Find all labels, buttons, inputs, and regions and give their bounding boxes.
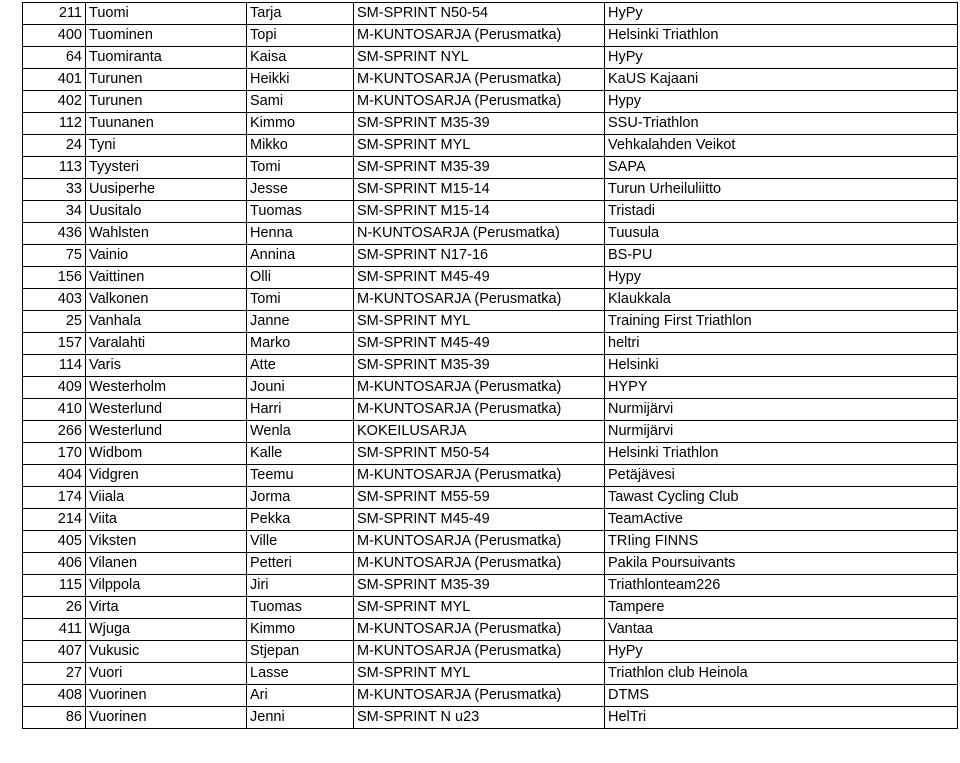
club-cell: Training First Triathlon — [605, 311, 958, 333]
club-cell: SAPA — [605, 157, 958, 179]
series-cell: SM-SPRINT N17-16 — [354, 245, 605, 267]
bib-number-cell: 113 — [23, 157, 86, 179]
club-cell: SSU-Triathlon — [605, 113, 958, 135]
bib-number-cell: 26 — [23, 597, 86, 619]
club-cell: Helsinki Triathlon — [605, 25, 958, 47]
series-cell: SM-SPRINT M55-59 — [354, 487, 605, 509]
last-name-cell: Tyysteri — [86, 157, 247, 179]
table-row — [23, 91, 958, 113]
bib-number-cell: 156 — [23, 267, 86, 289]
first-name-cell: Tarja — [247, 3, 354, 25]
series-cell: SM-SPRINT M35-39 — [354, 157, 605, 179]
last-name-cell: Westerholm — [86, 377, 247, 399]
last-name-cell: Vuori — [86, 663, 247, 685]
last-name-cell: Vuorinen — [86, 707, 247, 729]
first-name-cell: Petteri — [247, 553, 354, 575]
last-name-cell: Wahlsten — [86, 223, 247, 245]
first-name-cell: Mikko — [247, 135, 354, 157]
bib-number-cell: 408 — [23, 685, 86, 707]
series-cell: M-KUNTOSARJA (Perusmatka) — [354, 685, 605, 707]
first-name-cell: Jorma — [247, 487, 354, 509]
table-row — [23, 201, 958, 223]
club-cell: DTMS — [605, 685, 958, 707]
club-cell: Hypy — [605, 267, 958, 289]
series-cell: SM-SPRINT M35-39 — [354, 575, 605, 597]
bib-number-cell: 24 — [23, 135, 86, 157]
club-cell: Hypy — [605, 91, 958, 113]
last-name-cell: Tuomiranta — [86, 47, 247, 69]
series-cell: M-KUNTOSARJA (Perusmatka) — [354, 377, 605, 399]
first-name-cell: Tuomas — [247, 597, 354, 619]
last-name-cell: Tuominen — [86, 25, 247, 47]
table-row — [23, 377, 958, 399]
series-cell: M-KUNTOSARJA (Perusmatka) — [354, 399, 605, 421]
last-name-cell: Wjuga — [86, 619, 247, 641]
table-row — [23, 663, 958, 685]
first-name-cell: Topi — [247, 25, 354, 47]
first-name-cell: Wenla — [247, 421, 354, 443]
first-name-cell: Jenni — [247, 707, 354, 729]
last-name-cell: Viksten — [86, 531, 247, 553]
table-row — [23, 135, 958, 157]
bib-number-cell: 170 — [23, 443, 86, 465]
first-name-cell: Tomi — [247, 157, 354, 179]
last-name-cell: Turunen — [86, 91, 247, 113]
table-row — [23, 69, 958, 91]
last-name-cell: Westerlund — [86, 399, 247, 421]
first-name-cell: Tuomas — [247, 201, 354, 223]
table-row — [23, 575, 958, 597]
last-name-cell: Vilanen — [86, 553, 247, 575]
first-name-cell: Jesse — [247, 179, 354, 201]
first-name-cell: Janne — [247, 311, 354, 333]
club-cell: HyPy — [605, 641, 958, 663]
series-cell: SM-SPRINT M15-14 — [354, 179, 605, 201]
club-cell: Tampere — [605, 597, 958, 619]
last-name-cell: Varalahti — [86, 333, 247, 355]
bib-number-cell: 411 — [23, 619, 86, 641]
bib-number-cell: 266 — [23, 421, 86, 443]
club-cell: TeamActive — [605, 509, 958, 531]
bib-number-cell: 407 — [23, 641, 86, 663]
table-row — [23, 113, 958, 135]
club-cell: BS-PU — [605, 245, 958, 267]
table-row — [23, 465, 958, 487]
club-cell: HyPy — [605, 47, 958, 69]
club-cell: KaUS Kajaani — [605, 69, 958, 91]
last-name-cell: Tuunanen — [86, 113, 247, 135]
first-name-cell: Kaisa — [247, 47, 354, 69]
table-row — [23, 25, 958, 47]
series-cell: KOKEILUSARJA — [354, 421, 605, 443]
first-name-cell: Annina — [247, 245, 354, 267]
first-name-cell: Harri — [247, 399, 354, 421]
table-row — [23, 597, 958, 619]
bib-number-cell: 436 — [23, 223, 86, 245]
table-row — [23, 685, 958, 707]
club-cell: HelTri — [605, 707, 958, 729]
participants-table — [22, 2, 958, 729]
club-cell: heltri — [605, 333, 958, 355]
first-name-cell: Kalle — [247, 443, 354, 465]
table-row — [23, 531, 958, 553]
first-name-cell: Tomi — [247, 289, 354, 311]
first-name-cell: Teemu — [247, 465, 354, 487]
last-name-cell: Uusitalo — [86, 201, 247, 223]
series-cell: M-KUNTOSARJA (Perusmatka) — [354, 25, 605, 47]
series-cell: M-KUNTOSARJA (Perusmatka) — [354, 69, 605, 91]
last-name-cell: Widbom — [86, 443, 247, 465]
series-cell: SM-SPRINT M45-49 — [354, 267, 605, 289]
table-row — [23, 355, 958, 377]
last-name-cell: Vidgren — [86, 465, 247, 487]
last-name-cell: Westerlund — [86, 421, 247, 443]
club-cell: Vantaa — [605, 619, 958, 641]
series-cell: SM-SPRINT MYL — [354, 597, 605, 619]
table-row — [23, 267, 958, 289]
table-row — [23, 487, 958, 509]
last-name-cell: Turunen — [86, 69, 247, 91]
last-name-cell: Vaittinen — [86, 267, 247, 289]
series-cell: SM-SPRINT M45-49 — [354, 509, 605, 531]
series-cell: M-KUNTOSARJA (Perusmatka) — [354, 641, 605, 663]
club-cell: TRIing FINNS — [605, 531, 958, 553]
first-name-cell: Jiri — [247, 575, 354, 597]
club-cell: Triathlonteam226 — [605, 575, 958, 597]
table-row — [23, 443, 958, 465]
club-cell: Pakila Poursuivants — [605, 553, 958, 575]
club-cell: HyPy — [605, 3, 958, 25]
club-cell: Turun Urheiluliitto — [605, 179, 958, 201]
series-cell: M-KUNTOSARJA (Perusmatka) — [354, 619, 605, 641]
last-name-cell: Vainio — [86, 245, 247, 267]
series-cell: SM-SPRINT M50-54 — [354, 443, 605, 465]
bib-number-cell: 33 — [23, 179, 86, 201]
series-cell: SM-SPRINT MYL — [354, 135, 605, 157]
table-row — [23, 641, 958, 663]
bib-number-cell: 34 — [23, 201, 86, 223]
series-cell: SM-SPRINT M35-39 — [354, 113, 605, 135]
first-name-cell: Lasse — [247, 663, 354, 685]
first-name-cell: Ville — [247, 531, 354, 553]
table-row — [23, 3, 958, 25]
bib-number-cell: 157 — [23, 333, 86, 355]
first-name-cell: Ari — [247, 685, 354, 707]
bib-number-cell: 404 — [23, 465, 86, 487]
series-cell: M-KUNTOSARJA (Perusmatka) — [354, 531, 605, 553]
first-name-cell: Atte — [247, 355, 354, 377]
last-name-cell: Tuomi — [86, 3, 247, 25]
bib-number-cell: 409 — [23, 377, 86, 399]
club-cell: Helsinki — [605, 355, 958, 377]
club-cell: Nurmijärvi — [605, 399, 958, 421]
series-cell: SM-SPRINT MYL — [354, 663, 605, 685]
first-name-cell: Kimmo — [247, 113, 354, 135]
table-row — [23, 245, 958, 267]
bib-number-cell: 402 — [23, 91, 86, 113]
bib-number-cell: 25 — [23, 311, 86, 333]
club-cell: Klaukkala — [605, 289, 958, 311]
last-name-cell: Vilppola — [86, 575, 247, 597]
series-cell: SM-SPRINT MYL — [354, 311, 605, 333]
club-cell: Tawast Cycling Club — [605, 487, 958, 509]
bib-number-cell: 115 — [23, 575, 86, 597]
table-row — [23, 179, 958, 201]
club-cell: Nurmijärvi — [605, 421, 958, 443]
first-name-cell: Henna — [247, 223, 354, 245]
club-cell: Vehkalahden Veikot — [605, 135, 958, 157]
bib-number-cell: 403 — [23, 289, 86, 311]
bib-number-cell: 401 — [23, 69, 86, 91]
series-cell: M-KUNTOSARJA (Perusmatka) — [354, 91, 605, 113]
bib-number-cell: 400 — [23, 25, 86, 47]
table-row — [23, 223, 958, 245]
table-row — [23, 619, 958, 641]
last-name-cell: Viiala — [86, 487, 247, 509]
table-row — [23, 707, 958, 729]
bib-number-cell: 214 — [23, 509, 86, 531]
first-name-cell: Olli — [247, 267, 354, 289]
series-cell: SM-SPRINT M45-49 — [354, 333, 605, 355]
first-name-cell: Sami — [247, 91, 354, 113]
bib-number-cell: 75 — [23, 245, 86, 267]
bib-number-cell: 405 — [23, 531, 86, 553]
club-cell: Triathlon club Heinola — [605, 663, 958, 685]
first-name-cell: Stjepan — [247, 641, 354, 663]
series-cell: SM-SPRINT M35-39 — [354, 355, 605, 377]
table-row — [23, 553, 958, 575]
first-name-cell: Marko — [247, 333, 354, 355]
table-row — [23, 399, 958, 421]
last-name-cell: Valkonen — [86, 289, 247, 311]
table-row — [23, 333, 958, 355]
last-name-cell: Vukusic — [86, 641, 247, 663]
table-row — [23, 289, 958, 311]
table-row — [23, 509, 958, 531]
series-cell: M-KUNTOSARJA (Perusmatka) — [354, 553, 605, 575]
bib-number-cell: 410 — [23, 399, 86, 421]
table-row — [23, 47, 958, 69]
bib-number-cell: 86 — [23, 707, 86, 729]
bib-number-cell: 114 — [23, 355, 86, 377]
table-row — [23, 421, 958, 443]
first-name-cell: Pekka — [247, 509, 354, 531]
series-cell: M-KUNTOSARJA (Perusmatka) — [354, 289, 605, 311]
last-name-cell: Uusiperhe — [86, 179, 247, 201]
series-cell: N-KUNTOSARJA (Perusmatka) — [354, 223, 605, 245]
first-name-cell: Jouni — [247, 377, 354, 399]
club-cell: Helsinki Triathlon — [605, 443, 958, 465]
series-cell: M-KUNTOSARJA (Perusmatka) — [354, 465, 605, 487]
bib-number-cell: 211 — [23, 3, 86, 25]
first-name-cell: Kimmo — [247, 619, 354, 641]
bib-number-cell: 174 — [23, 487, 86, 509]
bib-number-cell: 27 — [23, 663, 86, 685]
club-cell: Petäjävesi — [605, 465, 958, 487]
table-row — [23, 157, 958, 179]
club-cell: Tuusula — [605, 223, 958, 245]
last-name-cell: Virta — [86, 597, 247, 619]
last-name-cell: Viita — [86, 509, 247, 531]
last-name-cell: Vuorinen — [86, 685, 247, 707]
last-name-cell: Tyni — [86, 135, 247, 157]
last-name-cell: Varis — [86, 355, 247, 377]
series-cell: SM-SPRINT N u23 — [354, 707, 605, 729]
bib-number-cell: 112 — [23, 113, 86, 135]
series-cell: SM-SPRINT N50-54 — [354, 3, 605, 25]
first-name-cell: Heikki — [247, 69, 354, 91]
club-cell: HYPY — [605, 377, 958, 399]
participants-table-body — [23, 3, 958, 729]
last-name-cell: Vanhala — [86, 311, 247, 333]
table-row — [23, 311, 958, 333]
series-cell: SM-SPRINT NYL — [354, 47, 605, 69]
bib-number-cell: 64 — [23, 47, 86, 69]
club-cell: Tristadi — [605, 201, 958, 223]
series-cell: SM-SPRINT M15-14 — [354, 201, 605, 223]
bib-number-cell: 406 — [23, 553, 86, 575]
